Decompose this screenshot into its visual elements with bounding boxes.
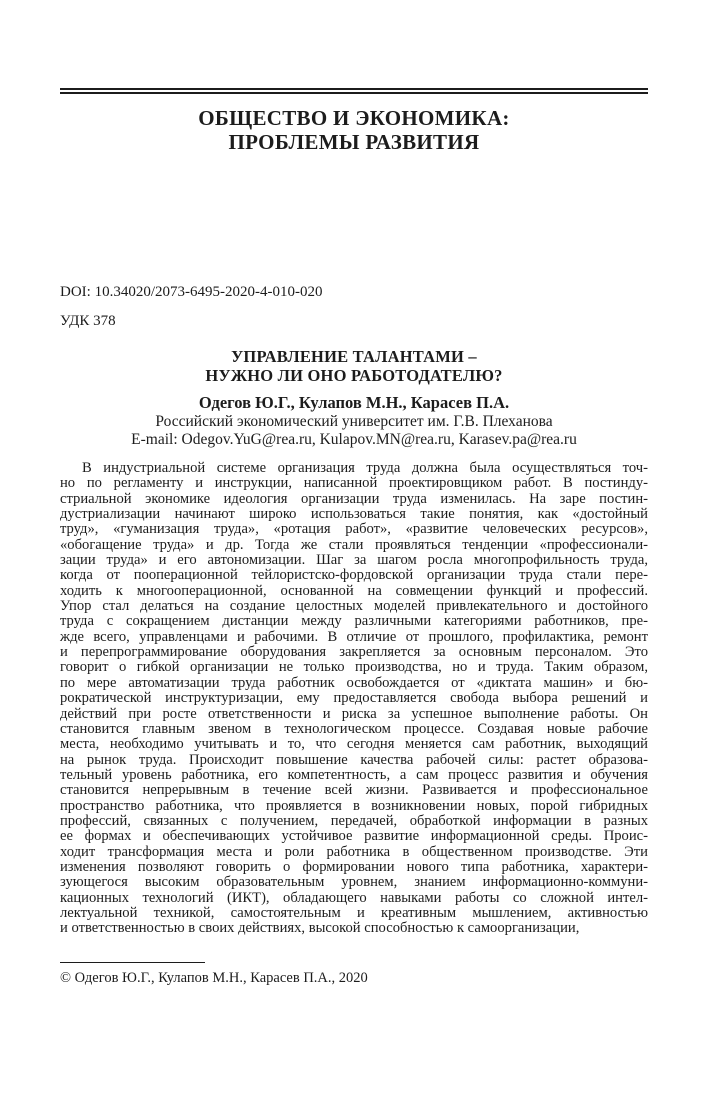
body-text-line: тельный уровень работника, его компетентность, а сам процесс развития и обучения	[60, 766, 648, 783]
body-text-line: становится непрерывным в течение всей жизни. Развивается и профессиональное	[60, 782, 648, 799]
body-text-line: стриальной экономике идеология организации труда изменилась. На заре постин-	[60, 490, 648, 507]
article-body	[60, 461, 648, 937]
body-text-line: В индустриальной системе организация труда должна была осуществляться точ-	[82, 460, 648, 476]
body-text-line: рократической инструктуризации, ему предоставляется свобода выбора решений и	[60, 690, 648, 707]
body-text-line: труд», «гуманизация труда», «ротация работ», «развитие человеческих ресурсов»,	[60, 521, 648, 538]
footnote-rule	[60, 962, 205, 963]
authors-line: Одегов Ю.Г., Кулапов М.Н., Карасев П.А.	[198, 393, 510, 412]
email-line: E-mail: Odegov.YuG@rea.ru, Kulapov.MN@rea.ru, Karasev.pa@rea.ru	[131, 431, 577, 448]
body-text-line: профессий, связанных с получением, передачей, обработкой информации в разных	[60, 812, 648, 829]
body-text-line: кационных технологий (ИКТ), обладающего навыками работы со сложной интел-	[60, 889, 648, 906]
body-text-line: но по регламенту и инструкции, написанной проектировщиком работ. В постинду-	[60, 475, 648, 492]
body-text-line: Упор стал делаться на создание целостных моделей привлекательного и достойного	[60, 598, 648, 615]
body-text-line: зации труда» и его автономизации. Шаг за шагом росла многопрофильность труда,	[60, 552, 648, 569]
journal-section-header	[60, 106, 648, 154]
body-text-line: «обогащение труда» и др. Тогда же стали проявляться тенденции «профессионали-	[60, 536, 648, 553]
body-text-line: по мере автоматизации труда работник освобождается от «диктата машин» и бю-	[60, 674, 648, 691]
body-text-line: когда от пооперационной тейлористско-фордовской организации труда стали пере-	[60, 567, 648, 584]
body-text-line: дустриализации начинают широко использоваться такие понятия, как «достойный	[60, 506, 648, 523]
doi-line: DOI: 10.34020/2073-6495-2020-4-010-020	[60, 284, 323, 300]
body-text-line: жде всего, управленцами и рабочими. В отличие от прошлого, профилактика, ремонт	[60, 628, 648, 645]
body-text-line: места, необходимо учитывать и то, что сегодня меняется сам работник, выходящий	[60, 736, 648, 753]
body-text-line: пространство работника, что проявляется в возникновении новых, порой гибридных	[60, 797, 648, 814]
body-text-line: и ответственностью в своих действиях, высокой способностью к самоорганизации,	[60, 920, 580, 937]
udc-line: УДК 378	[60, 313, 116, 329]
body-text-line: ее формах и обеспечивающих устойчивое развитие информационной среды. Проис-	[60, 828, 648, 845]
article-title-line1: УПРАВЛЕНИЕ ТАЛАНТАМИ –	[231, 347, 477, 366]
journal-header-line2: ПРОБЛЕМЫ РАЗВИТИЯ	[228, 130, 480, 154]
header-double-rule	[60, 88, 648, 94]
copyright-line: © Одегов Ю.Г., Кулапов М.Н., Карасев П.А., 2020	[60, 969, 368, 986]
body-text-line: лектуальной техникой, самостоятельным и креативным мышлением, активностью	[60, 904, 648, 921]
body-text-line: становится главным звеном в технологическом процессе. Создавая новые рабочие	[60, 720, 648, 737]
affiliation-line: Российский экономический университет им. Г.В. Плеханова	[155, 413, 553, 430]
body-text-line: и перепрограммирование оборудования закрепляется за основным персоналом. Это	[60, 644, 648, 661]
body-text-line: труда с сокращением дистанции между различными категориями работников, пре-	[60, 613, 648, 630]
body-text-line: изменения позволяют говорить о формировании нового типа работника, характери-	[60, 858, 648, 875]
article-title-line2: НУЖНО ЛИ ОНО РАБОТОДАТЕЛЮ?	[205, 366, 503, 385]
journal-header-line1: ОБЩЕСТВО И ЭКОНОМИКА:	[198, 106, 510, 130]
body-text-line: ходит трансформация места и роли работника в общественном производстве. Эти	[60, 843, 648, 860]
body-text-line: говорит о гибкой организации не только производства, но и труда. Таким образом,	[60, 659, 648, 676]
article-title	[60, 347, 648, 385]
body-text-line: зующегося высоким образовательным уровнем, знанием информационно-коммуни-	[60, 874, 648, 891]
body-text-line: на рынок труда. Происходит повышение качества рабочей силы: растет образова-	[60, 751, 648, 768]
footnote	[60, 962, 648, 987]
body-text-line: действий при росте ответственности и риска за успешное выполнение работы. Он	[60, 705, 648, 722]
body-text-line: ходить к многооперационной, основанной на совмещении функций и профессий.	[60, 582, 648, 599]
